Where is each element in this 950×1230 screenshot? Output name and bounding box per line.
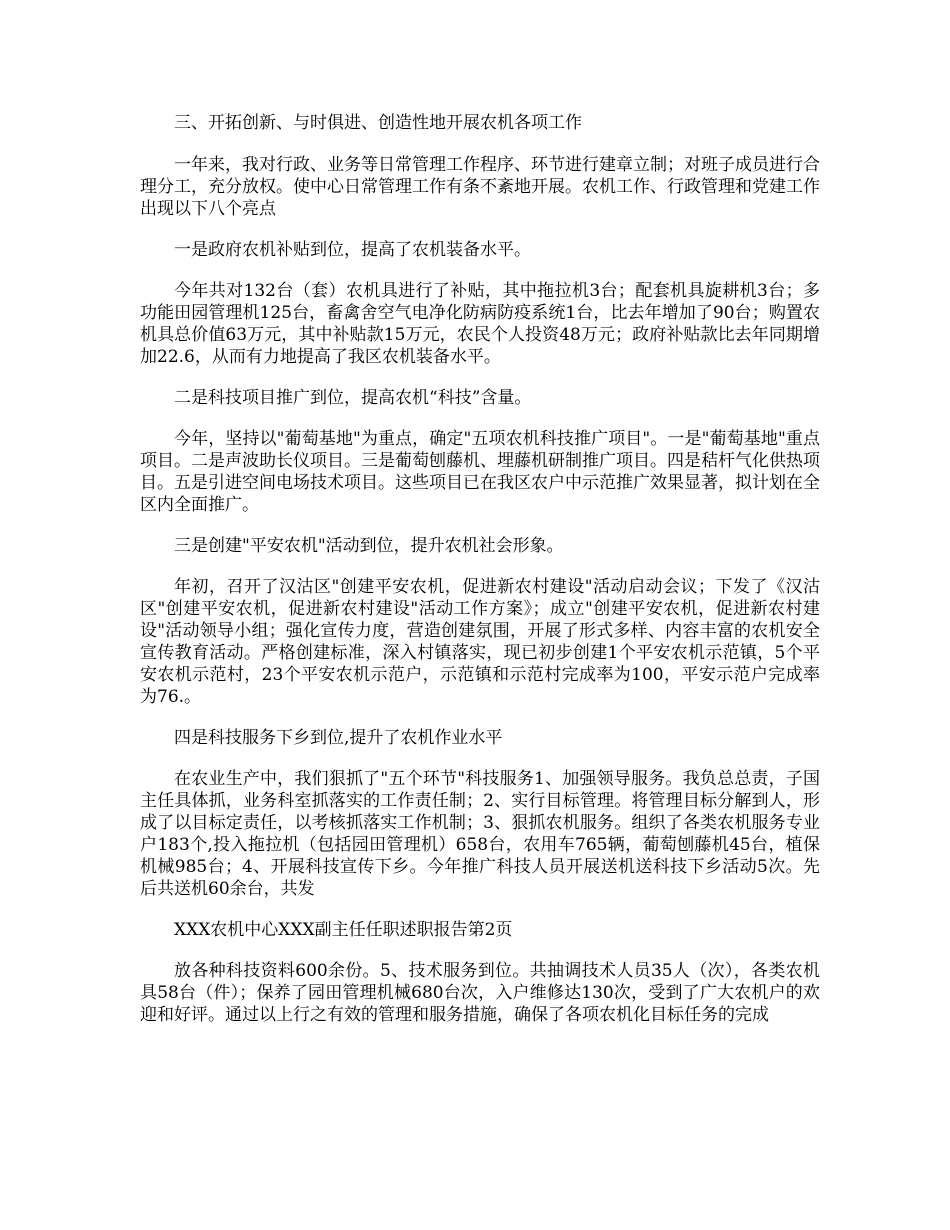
subheading-service: 四是科技服务下乡到位,提升了农机作业水平 <box>174 728 503 748</box>
subheading-subsidy: 一是政府农机补贴到位，提高了农机装备水平。 <box>174 240 531 260</box>
paragraph-technology: 今年，坚持以"葡萄基地"为重点，确定"五项农机科技推广项目"。一是"葡萄基地"重点项目。二是声波助长仪项目。三是葡萄刨藤机、埋藤机研制推广项目。四是秸杆气化供热项目。五是引进空间电场技术项目。这些项目已在我区农户中示范推广效果显著，拟计划在全区内全面推广。 <box>140 429 820 515</box>
document-body <box>140 112 820 1045</box>
paragraph-safety: 年初，召开了汉沽区"创建平安农机，促进新农村建设"活动启动会议；下发了《汉沽区"创建平安农机，促进新农村建设"活动工作方案》；成立"创建平安农机，促进新农村建设"活动领导小组；强化宣传力度，营造创建氛围，开展了形式多样、内容丰富的农机安全宣传教育活动。严格创建标准，深入村镇落实，现已初步创建1个平安农机示范镇，5个平安农机示范村，23个平安农机示范户，示范镇和示范村完成率为100，平安示范户完成率为76.。 <box>140 577 820 707</box>
paragraph-management: 一年来，我对行政、业务等日常管理工作程序、环节进行建章立制；对班子成员进行合理分工，充分放权。使中心日常管理工作有条不紊地开展。农机工作、行政管理和党建工作出现以下八个亮点 <box>140 155 820 219</box>
page-footer-title: XXX农机中心XXX副主任任职述职报告第2页 <box>174 920 513 940</box>
subheading-safety: 三是创建"平安农机"活动到位，提升农机社会形象。 <box>174 536 564 556</box>
paragraph-conclusion: 放各种科技资料600余份。5、技术服务到位。共抽调技术人员35人（次），各类农机具58台（件）；保养了园田管理机械680台次，入户维修达130次，受到了广大农机户的欢迎和好评。通过以上行之有效的管理和服务措施，确保了各项农机化目标任务的完成 <box>140 961 820 1025</box>
subheading-technology: 二是科技项目推广到位，提高农机“科技”含量。 <box>174 388 532 408</box>
paragraph-service: 在农业生产中，我们狠抓了"五个环节"科技服务1、加强领导服务。我负总总责，子国主任具体抓，业务科室抓落实的工作责任制；2、实行目标管理。将管理目标分解到人，形成了以目标定责任，以考核抓落实工作机制；3、狠抓农机服务。组织了各类农机服务专业户183个,投入拖拉机（包括园田管理机）658台，农用车765辆，葡萄刨藤机45台，植保机械985台；4、开展科技宣传下乡。今年推广科技人员开展送机送科技下乡活动5次。先后共送机60余台，共发 <box>140 769 820 899</box>
section-heading: 三、开拓创新、与时俱进、创造性地开展农机各项工作 <box>174 113 582 133</box>
paragraph-subsidy: 今年共对132台（套）农机具进行了补贴，其中拖拉机3台；配套机具旋耕机3台；多功能田园管理机125台，畜禽舍空气电净化防病防疫系统1台，比去年增加了90台；购置农机具总价值63万元，其中补贴款15万元，农民个人投资48万元；政府补贴款比去年同期增加22.6，从而有力地提高了我区农机装备水平。 <box>140 281 820 367</box>
